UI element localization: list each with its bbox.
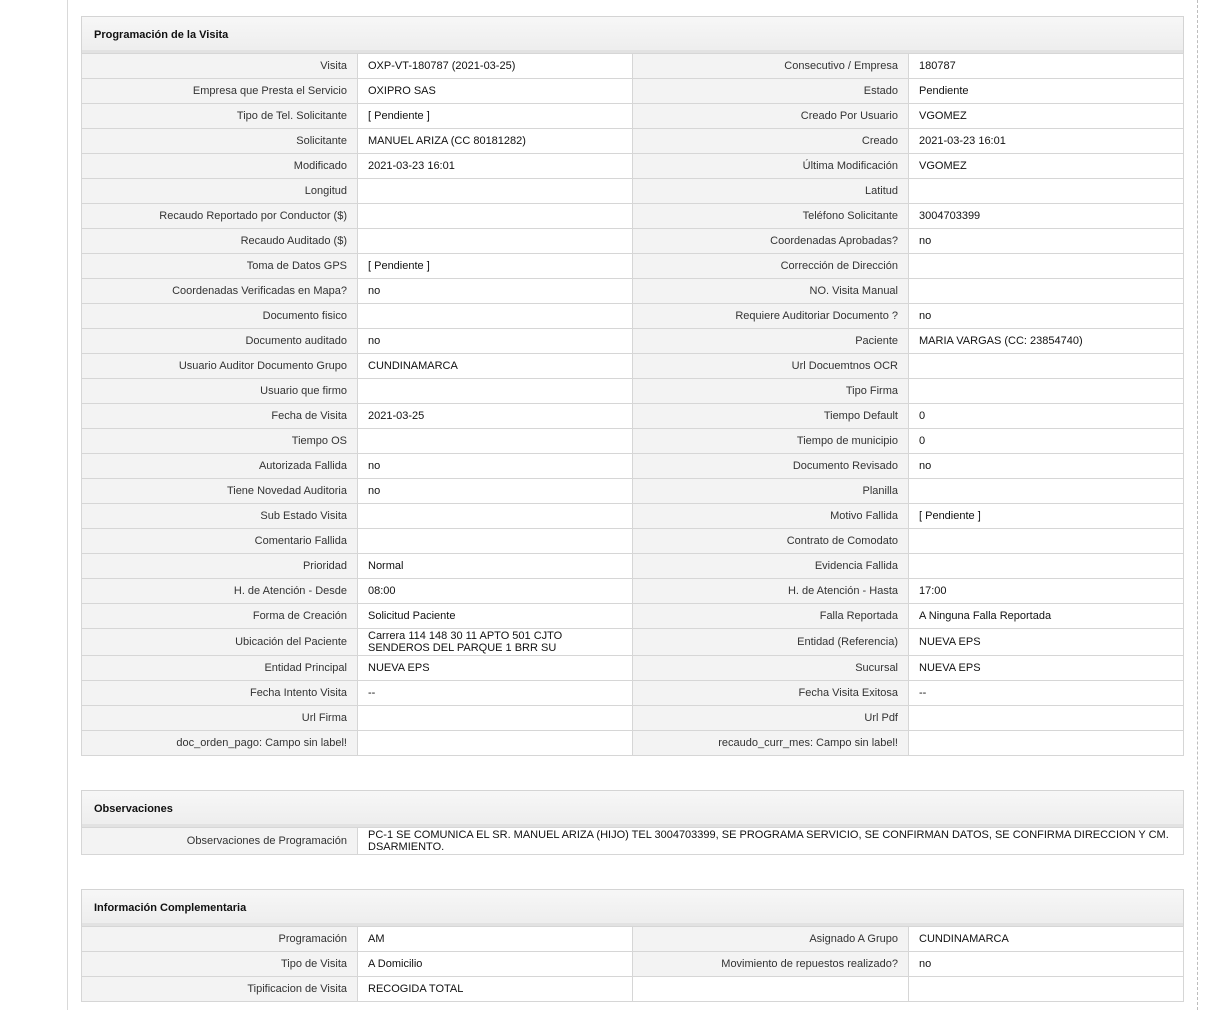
- field-value: MANUEL ARIZA (CC 80181282): [358, 129, 633, 154]
- table-row: [82, 179, 1184, 204]
- field-value: [358, 229, 633, 254]
- field-value: no: [909, 952, 1184, 977]
- field-label: Tipo Firma: [633, 379, 909, 404]
- field-value: NUEVA EPS: [909, 656, 1184, 681]
- table-row: [82, 629, 1184, 656]
- field-value: [ Pendiente ]: [358, 254, 633, 279]
- field-label: Programación: [82, 927, 358, 952]
- field-value: [ Pendiente ]: [909, 504, 1184, 529]
- field-label: Observaciones de Programación: [82, 828, 358, 855]
- field-value: Pendiente: [909, 79, 1184, 104]
- field-label: Planilla: [633, 479, 909, 504]
- field-value: A Ninguna Falla Reportada: [909, 604, 1184, 629]
- field-value: 0: [909, 404, 1184, 429]
- field-label: Autorizada Fallida: [82, 454, 358, 479]
- field-label: Sucursal: [633, 656, 909, 681]
- field-value: [909, 554, 1184, 579]
- field-value: NUEVA EPS: [909, 629, 1184, 656]
- table-row: [82, 977, 1184, 1002]
- table-row: [82, 656, 1184, 681]
- field-value: [909, 529, 1184, 554]
- field-label: Documento auditado: [82, 329, 358, 354]
- field-label: Url Pdf: [633, 706, 909, 731]
- field-label: Evidencia Fallida: [633, 554, 909, 579]
- field-value: [909, 479, 1184, 504]
- field-value: Carrera 114 148 30 11 APTO 501 CJTO SENDEROS DEL PARQUE 1 BRR SU: [358, 629, 633, 656]
- field-value: no: [358, 279, 633, 304]
- programacion-panel: [81, 16, 1184, 756]
- empty-cell: [909, 977, 1184, 1002]
- field-label: Solicitante: [82, 129, 358, 154]
- field-label: Documento fisico: [82, 304, 358, 329]
- field-label: Consecutivo / Empresa: [633, 54, 909, 79]
- field-value: 2021-03-23 16:01: [358, 154, 633, 179]
- table-row: [82, 429, 1184, 454]
- field-value: --: [909, 681, 1184, 706]
- field-value: [358, 706, 633, 731]
- complementaria-table: [81, 926, 1184, 1002]
- table-row: [82, 706, 1184, 731]
- table-row: [82, 129, 1184, 154]
- complementaria-header: Información Complementaria: [81, 889, 1184, 926]
- field-label: Tiene Novedad Auditoria: [82, 479, 358, 504]
- field-value: no: [358, 479, 633, 504]
- observaciones-table: [81, 827, 1184, 855]
- field-value: [ Pendiente ]: [358, 104, 633, 129]
- right-dashed-border: [1197, 0, 1198, 1010]
- table-row: [82, 927, 1184, 952]
- empty-cell: [633, 977, 909, 1002]
- field-label: Recaudo Reportado por Conductor ($): [82, 204, 358, 229]
- field-label: Comentario Fallida: [82, 529, 358, 554]
- field-value: [358, 529, 633, 554]
- field-value: [358, 179, 633, 204]
- table-row: [82, 229, 1184, 254]
- field-value: VGOMEZ: [909, 104, 1184, 129]
- field-label: Tipo de Visita: [82, 952, 358, 977]
- table-row: [82, 731, 1184, 756]
- field-label: Fecha Visita Exitosa: [633, 681, 909, 706]
- field-value: A Domicilio: [358, 952, 633, 977]
- field-label: Forma de Creación: [82, 604, 358, 629]
- observaciones-header: Observaciones: [81, 790, 1184, 827]
- field-label: H. de Atención - Desde: [82, 579, 358, 604]
- field-label: Creado: [633, 129, 909, 154]
- field-label: Modificado: [82, 154, 358, 179]
- field-label: Tiempo OS: [82, 429, 358, 454]
- table-row: [82, 504, 1184, 529]
- field-label: Empresa que Presta el Servicio: [82, 79, 358, 104]
- field-label: Sub Estado Visita: [82, 504, 358, 529]
- field-label: Url Docuemtnos OCR: [633, 354, 909, 379]
- field-value: MARIA VARGAS (CC: 23854740): [909, 329, 1184, 354]
- field-value: no: [909, 304, 1184, 329]
- field-label: Usuario que firmo: [82, 379, 358, 404]
- field-label: Prioridad: [82, 554, 358, 579]
- field-value: RECOGIDA TOTAL: [358, 977, 633, 1002]
- field-label: Última Modificación: [633, 154, 909, 179]
- field-value: [909, 279, 1184, 304]
- field-value: 2021-03-25: [358, 404, 633, 429]
- field-value: [909, 354, 1184, 379]
- field-label: Creado Por Usuario: [633, 104, 909, 129]
- field-label: Contrato de Comodato: [633, 529, 909, 554]
- field-label: Tipo de Tel. Solicitante: [82, 104, 358, 129]
- table-row: [82, 254, 1184, 279]
- field-label: Coordenadas Verificadas en Mapa?: [82, 279, 358, 304]
- field-value: [909, 731, 1184, 756]
- field-value: 08:00: [358, 579, 633, 604]
- table-row: [82, 828, 1184, 855]
- field-value: [909, 179, 1184, 204]
- field-label: Recaudo Auditado ($): [82, 229, 358, 254]
- field-label: H. de Atención - Hasta: [633, 579, 909, 604]
- field-label: Toma de Datos GPS: [82, 254, 358, 279]
- table-row: [82, 529, 1184, 554]
- table-row: [82, 304, 1184, 329]
- programacion-table: [81, 53, 1184, 756]
- table-row: [82, 79, 1184, 104]
- observaciones-panel: [81, 790, 1184, 855]
- table-row: [82, 681, 1184, 706]
- field-label: Corrección de Dirección: [633, 254, 909, 279]
- field-value: VGOMEZ: [909, 154, 1184, 179]
- table-row: [82, 952, 1184, 977]
- field-label: Coordenadas Aprobadas?: [633, 229, 909, 254]
- field-label: Paciente: [633, 329, 909, 354]
- field-value: 17:00: [909, 579, 1184, 604]
- field-value: [909, 254, 1184, 279]
- field-value: 180787: [909, 54, 1184, 79]
- field-label: Motivo Fallida: [633, 504, 909, 529]
- field-label: Asignado A Grupo: [633, 927, 909, 952]
- table-row: [82, 154, 1184, 179]
- field-label: Longitud: [82, 179, 358, 204]
- observaciones-value: PC-1 SE COMUNICA EL SR. MANUEL ARIZA (HIJO) TEL 3004703399, SE PROGRAMA SERVICIO, SE CONFIRMAN DATOS, SE CONFIRMA DIRECCION Y CM. DSARMIENTO.: [358, 828, 1184, 855]
- field-label: Falla Reportada: [633, 604, 909, 629]
- field-label: Usuario Auditor Documento Grupo: [82, 354, 358, 379]
- table-row: [82, 329, 1184, 354]
- field-value: --: [358, 681, 633, 706]
- field-value: AM: [358, 927, 633, 952]
- field-value: no: [909, 454, 1184, 479]
- table-row: [82, 279, 1184, 304]
- field-label: Documento Revisado: [633, 454, 909, 479]
- field-label: Ubicación del Paciente: [82, 629, 358, 656]
- field-value: [358, 204, 633, 229]
- field-value: no: [358, 454, 633, 479]
- left-border: [67, 0, 68, 1010]
- field-value: no: [909, 229, 1184, 254]
- table-row: [82, 579, 1184, 604]
- field-label: Estado: [633, 79, 909, 104]
- field-value: [358, 304, 633, 329]
- table-row: [82, 404, 1184, 429]
- field-value: [358, 429, 633, 454]
- field-value: [909, 379, 1184, 404]
- field-value: [358, 379, 633, 404]
- field-value: CUNDINAMARCA: [909, 927, 1184, 952]
- field-value: [358, 731, 633, 756]
- field-value: 0: [909, 429, 1184, 454]
- table-row: [82, 354, 1184, 379]
- table-row: [82, 379, 1184, 404]
- field-value: OXP-VT-180787 (2021-03-25): [358, 54, 633, 79]
- programacion-header: Programación de la Visita: [81, 16, 1184, 53]
- table-row: [82, 104, 1184, 129]
- field-label: doc_orden_pago: Campo sin label!: [82, 731, 358, 756]
- field-label: Visita: [82, 54, 358, 79]
- field-label: Fecha Intento Visita: [82, 681, 358, 706]
- field-label: Entidad Principal: [82, 656, 358, 681]
- field-value: no: [358, 329, 633, 354]
- field-label: Teléfono Solicitante: [633, 204, 909, 229]
- field-value: [358, 504, 633, 529]
- complementaria-panel: [81, 889, 1184, 1002]
- field-label: Tipificacion de Visita: [82, 977, 358, 1002]
- table-row: [82, 54, 1184, 79]
- table-row: [82, 204, 1184, 229]
- field-label: Latitud: [633, 179, 909, 204]
- field-label: Entidad (Referencia): [633, 629, 909, 656]
- field-value: CUNDINAMARCA: [358, 354, 633, 379]
- field-label: NO. Visita Manual: [633, 279, 909, 304]
- field-label: Url Firma: [82, 706, 358, 731]
- table-row: [82, 479, 1184, 504]
- field-value: Normal: [358, 554, 633, 579]
- field-value: Solicitud Paciente: [358, 604, 633, 629]
- field-label: Movimiento de repuestos realizado?: [633, 952, 909, 977]
- table-row: [82, 604, 1184, 629]
- field-label: Fecha de Visita: [82, 404, 358, 429]
- field-value: OXIPRO SAS: [358, 79, 633, 104]
- field-value: 2021-03-23 16:01: [909, 129, 1184, 154]
- field-value: [909, 706, 1184, 731]
- field-label: recaudo_curr_mes: Campo sin label!: [633, 731, 909, 756]
- field-value: 3004703399: [909, 204, 1184, 229]
- field-label: Tiempo Default: [633, 404, 909, 429]
- field-label: Tiempo de municipio: [633, 429, 909, 454]
- table-row: [82, 454, 1184, 479]
- field-value: NUEVA EPS: [358, 656, 633, 681]
- table-row: [82, 554, 1184, 579]
- field-label: Requiere Auditoriar Documento ?: [633, 304, 909, 329]
